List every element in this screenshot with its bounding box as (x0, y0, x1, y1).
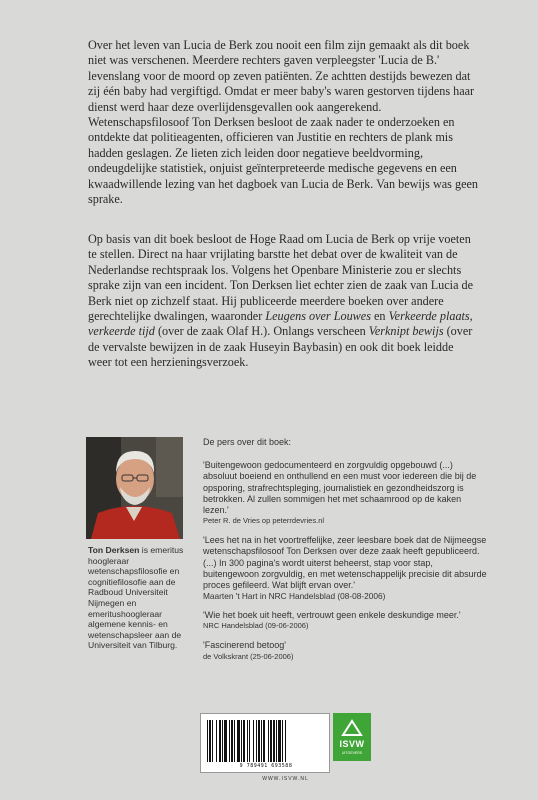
barcode-bar (263, 720, 265, 762)
blurb-text: (over de zaak Olaf H.). Onlangs verscheen (154, 324, 369, 339)
press-quote (203, 640, 488, 661)
barcode-bar (270, 720, 272, 762)
press-quote (203, 610, 488, 631)
barcode-bar (207, 720, 208, 762)
author-name: Ton Derksen (88, 545, 140, 555)
book-title-leugens: Leugens over Louwes (265, 309, 371, 324)
author-bio (88, 545, 188, 651)
barcode-bar (224, 720, 227, 762)
barcode-bar (261, 720, 262, 762)
blurb-text: Op basis van dit boek besloot de Hoge Raad om Lucia de Berk op vrije voeten te stellen. Direct na haar vrijlating barstte het debat over de kwaliteit van de Nederlandse rechtspraak los. Volgens het Openbare Ministerie zou er slechts sprake zijn van een incident. Ton Derksen liet echter zien de zaak van Lucia de Berk niet op zichzelf staat. Hij publiceerde meerdere boeken over andere gerechtelijke dwalingen, waaronder (88, 232, 474, 324)
barcode-bar (273, 720, 275, 762)
press-section (203, 437, 488, 671)
book-title-verknipt-bewijs: Verknipt bewijs (368, 324, 444, 339)
blurb-paragraph-2 (88, 232, 480, 371)
blurb-text: (over de vervalste bewijzen in de zaak Huseyin Baybasin) en ook dit boek leidde weer tot een herzieningsverzoek. (88, 324, 473, 370)
quote-text: 'Wie het boek uit heeft, vertrouwt geen enkele deskundige meer.' (203, 610, 461, 621)
quote-source: de Volkskrant (25-06-2006) (203, 651, 294, 661)
blurb-text: en (370, 309, 389, 324)
barcode-bar (237, 720, 240, 762)
quote-text: 'Fascinerend betoog' (203, 640, 286, 651)
barcode-bars (205, 720, 327, 762)
isbn-number: 9 789491 693588 (239, 763, 293, 769)
barcode-bar (231, 720, 233, 762)
barcode-bar (243, 720, 245, 762)
publisher-logo-subtext: UITGEVERS (341, 751, 363, 755)
publisher-logo-text: ISVW (339, 739, 365, 749)
barcode-bar (249, 720, 250, 762)
press-heading: De pers over dit boek: (203, 437, 292, 447)
barcode-bar (276, 720, 277, 762)
quote-source: NRC Handelsblad (09-06-2006) (203, 621, 309, 631)
barcode-bar (222, 720, 223, 762)
press-quote (203, 535, 488, 601)
barcode-bar (241, 720, 242, 762)
barcode-bar (212, 720, 213, 762)
quote-source: Maarten 't Hart in NRC Handelsblad (08-08-2006) (203, 591, 386, 602)
barcode-bar (256, 720, 257, 762)
barcode-bar (285, 720, 286, 762)
press-quote (203, 460, 488, 526)
barcode-bar (234, 720, 235, 762)
barcode-bar (219, 720, 221, 762)
barcode-bar (229, 720, 230, 762)
barcode-bar (258, 720, 260, 762)
book-title-verkeerde-plaats: Verkeerde plaats, verkeerde tijd (88, 309, 473, 339)
barcode-bar (268, 720, 269, 762)
author-photo (86, 437, 183, 539)
logo-mark-icon (341, 719, 363, 737)
quote-text: 'Buitengewoon gedocumenteerd en zorgvuldig opgebouwd (...) absoluut boeiend en onthullend en een must voor iedereen die bij de opsporing, strafrechtspleging, journalistiek en gezondheidszorg is betrokken. Al zullen sommigen het met schaamrood op de kaken lezen.' (203, 460, 477, 516)
quote-text: 'Lees het na in het voortreffelijke, zeer leesbare boek dat de Nijmeegse wetenschapsfilosoof Ton Derksen over deze zaak heeft gepubliceerd. (...) In 300 pagina's wordt uiterst beheerst, stap voor stap, buitengewoon zorgvuldig, en met wetenschappelijk precisie dit absurde proces gefileerd. Wat blijft ervan over.' (203, 535, 487, 591)
publisher-url: WWW.ISVW.NL (262, 776, 309, 782)
blurb-paragraph-1: Over het leven van Lucia de Berk zou nooit een film zijn gemaakt als dit boek niet was verschenen. Meerdere rechters gaven verpleegster 'Lucia de B.' levenslang voor de moord op zeven patiënten. Ze achtten destijds bewezen dat zij één baby had vergiftigd. Omdat er meer baby's waren gestorven tijdens haar dienst werd haar deze overlijdensgevallen ook aangerekend. Wetenschapsfilosoof Ton Derksen besloot de zaak nader te onderzoeken en ontdekte dat politieagenten, officieren van Justitie en rechters de plank mis hadden geslagen. Ze lieten zich leiden door negatieve beeldvorming, ondeugdelijke statistiek, onjuist geïnterpreteerde medische gegevens en een kwaadwillende lezing van het dagboek van Lucia de Berk. Van bewijs was geen sprake. (88, 38, 478, 207)
barcode-bar (282, 720, 283, 762)
barcode-bar (253, 720, 254, 762)
author-bio-text: is emeritus hoogleraar wetenschapsfilosofie en cognitiefilosofie aan de Radboud Universiteit Nijmegen en emeritushoogleraar algemene kennis- en wetenschapsleer aan de Universiteit van Tilburg. (88, 545, 184, 651)
publisher-logo (333, 713, 371, 761)
quote-source: Peter R. de Vries op peterrdevries.nl (203, 516, 325, 526)
barcode-bar (209, 720, 211, 762)
barcode-bar (278, 720, 281, 762)
barcode-bar (247, 720, 248, 762)
barcode-bar (216, 720, 217, 762)
isbn-barcode (200, 713, 330, 773)
